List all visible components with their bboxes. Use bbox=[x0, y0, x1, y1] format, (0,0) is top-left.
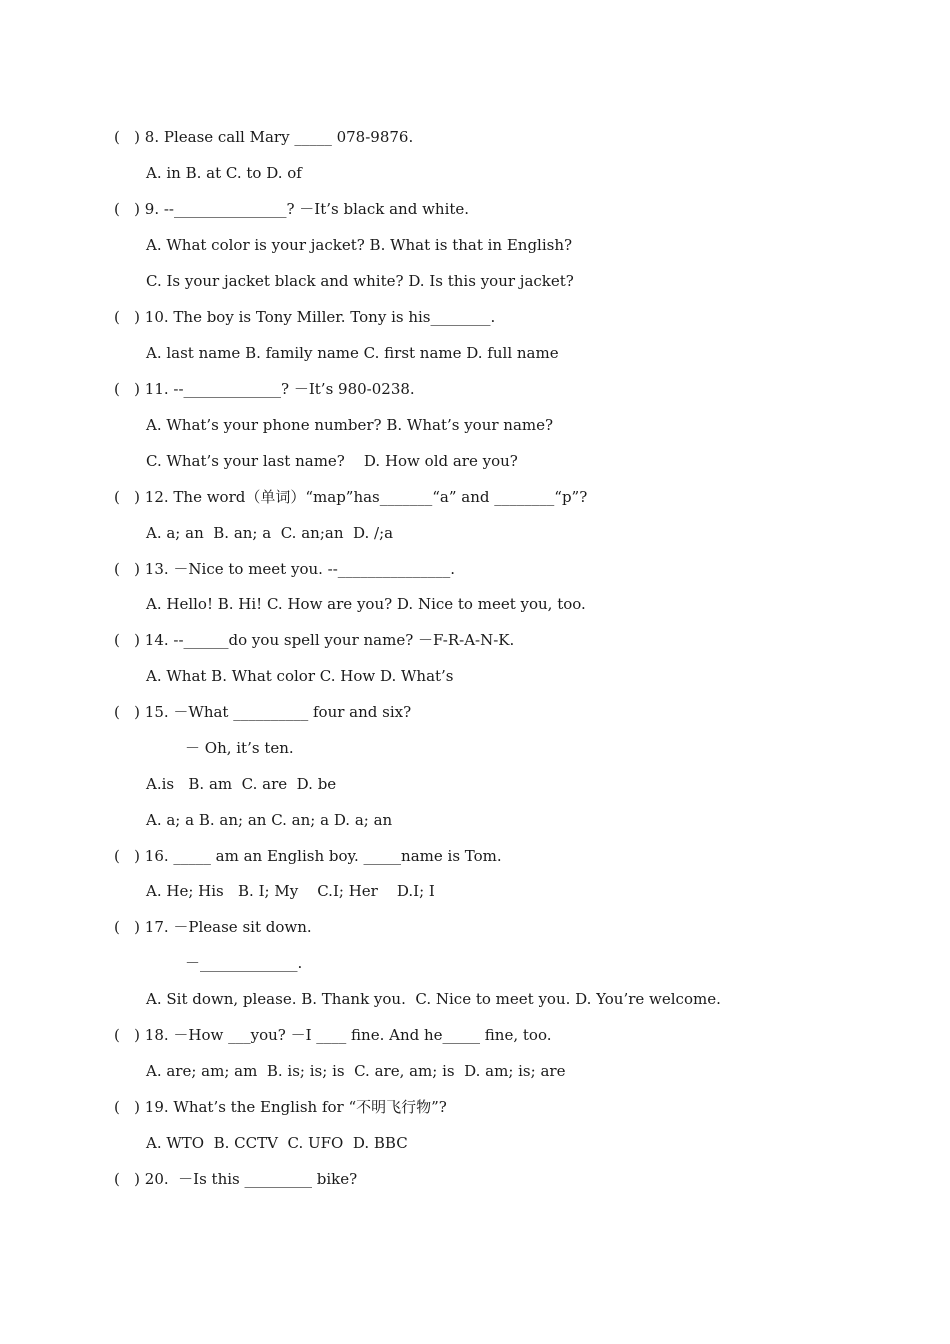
question-12: ( ) 12. The word（单词）“map”has_______“a” and ________“p”? bbox=[114, 488, 588, 506]
question-11: ( ) 11. --_____________? －It’s 980-0238. bbox=[114, 380, 415, 398]
extra-options: A. a; a B. an; an C. an; a D. a; an bbox=[146, 811, 393, 829]
question-9: ( ) 9. --_______________? －It’s black and white. bbox=[114, 200, 470, 218]
question-18: ( ) 18. －How ___you? －I ____ fine. And he_____ fine, too. bbox=[114, 1026, 552, 1044]
question-19-options: A. WTO B. CCTV C. UFO D. BBC bbox=[146, 1134, 408, 1152]
question-13: ( ) 13. －Nice to meet you. --_______________. bbox=[114, 560, 456, 578]
question-11-options-ab: A. What’s your phone number? B. What’s your name? bbox=[146, 416, 554, 434]
question-17: ( ) 17. －Please sit down. bbox=[114, 918, 312, 936]
question-20: ( ) 20. －Is this _________ bike? bbox=[114, 1170, 358, 1188]
question-16: ( ) 16. _____ am an English boy. _____name is Tom. bbox=[114, 847, 502, 865]
question-13-options: A. Hello! B. Hi! C. How are you? D. Nice to meet you, too. bbox=[146, 595, 586, 613]
question-8: ( ) 8. Please call Mary _____ 078-9876. bbox=[114, 128, 414, 146]
question-15: ( ) 15. －What __________ four and six? bbox=[114, 703, 412, 721]
question-15-dialogue: － Oh, it’s ten. bbox=[185, 739, 294, 757]
question-9-options-cd: C. Is your jacket black and white? D. Is this your jacket? bbox=[146, 272, 574, 290]
question-16-options: A. He; His B. I; My C.I; Her D.I; I bbox=[146, 882, 435, 900]
question-10-options: A. last name B. family name C. first name D. full name bbox=[146, 344, 559, 362]
question-14: ( ) 14. --______do you spell your name? －F-R-A-N-K. bbox=[114, 631, 515, 649]
question-8-options: A. in B. at C. to D. of bbox=[146, 164, 302, 182]
question-10: ( ) 10. The boy is Tony Miller. Tony is his________. bbox=[114, 308, 496, 326]
question-18-options: A. are; am; am B. is; is; is C. are, am; is D. am; is; are bbox=[146, 1062, 566, 1080]
question-19: ( ) 19. What’s the English for “不明飞行物”? bbox=[114, 1098, 447, 1116]
question-14-options: A. What B. What color C. How D. What’s bbox=[146, 667, 454, 685]
question-11-options-cd: C. What’s your last name? D. How old are you? bbox=[146, 452, 518, 470]
question-17-dialogue: －_____________. bbox=[185, 954, 303, 972]
question-17-options: A. Sit down, please. B. Thank you. C. Nice to meet you. D. You’re welcome. bbox=[146, 990, 721, 1008]
question-9-options-ab: A. What color is your jacket? B. What is that in English? bbox=[146, 236, 573, 254]
question-15-options: A.is B. am C. are D. be bbox=[146, 775, 337, 793]
question-12-options: A. a; an B. an; a C. an;an D. /;a bbox=[146, 524, 394, 542]
